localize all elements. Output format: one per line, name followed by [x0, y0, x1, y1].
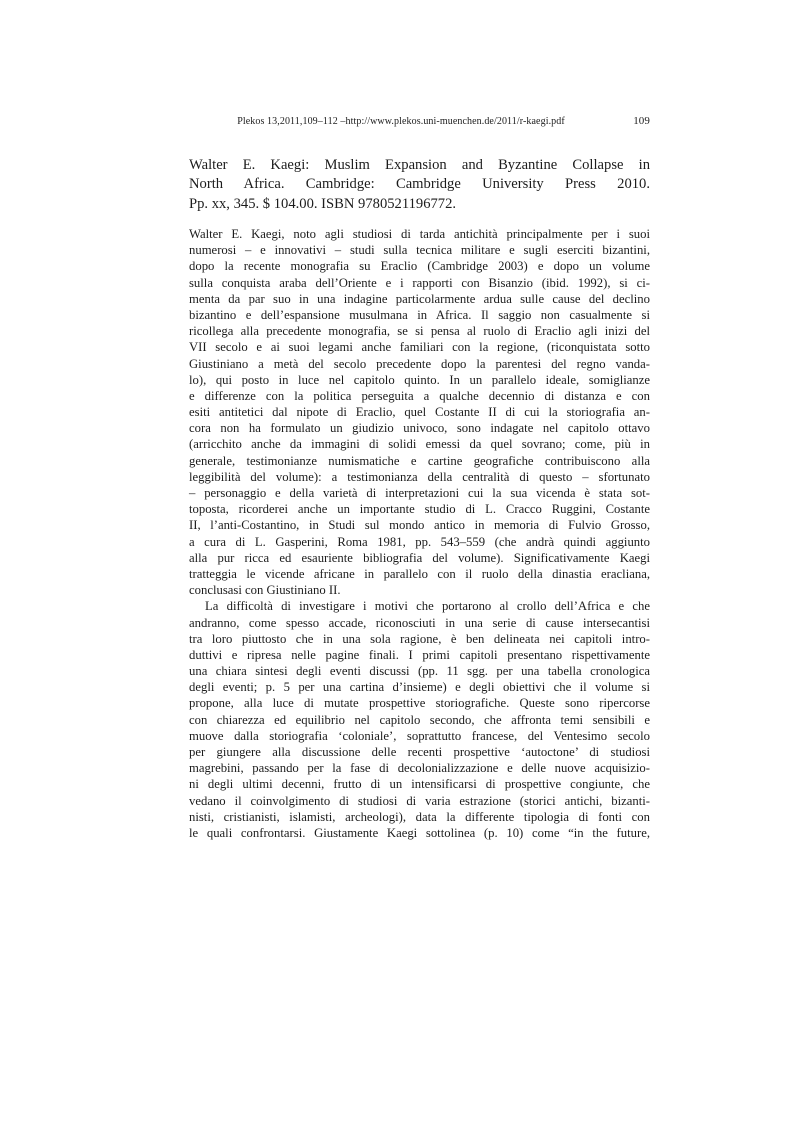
text-line: andranno, come spesso accade, riconosciuti in una serie di cause intersecantisi [189, 615, 650, 630]
text-line: (arricchito anche da immagini di solidi emessi da quel sovrano; come, più in [189, 437, 650, 452]
text-line: Pp. xx, 345. $ 104.00. ISBN 9780521196772. [189, 195, 457, 212]
review-body [189, 226, 650, 841]
text-line: magrebini, passando per la fase di decolonializzazione e delle nuove acquisizio- [189, 761, 650, 776]
text-line: una chiara sintesi degli eventi discussi (pp. 11 sgg. per una tabella cronologica [189, 664, 650, 679]
text-line: alla pur ricca ed esauriente bibliografia del volume). Significativamente Kaegi [189, 550, 650, 565]
paragraph-2 [189, 598, 650, 841]
text-line: tratteggia le vicende africane in parallelo con il ruolo della dinastia eracliana, [189, 566, 650, 581]
text-line: VII secolo e ai suoi legami anche familiari con la regione, (riconquistata sotto [189, 340, 650, 355]
text-line: cora non ha formulato un giudizio univoco, sono indagate nel capitolo ottavo [189, 421, 650, 436]
text-line: toposta, ricorderei anche un importante studio di L. Cracco Ruggini, Costante [189, 502, 650, 517]
book-citation [189, 156, 650, 214]
text-line: Walter E. Kaegi, noto agli studiosi di tarda antichità principalmente per i suoi [189, 227, 650, 241]
text-line: per giungere alla discussione delle recenti prospettive ‘autoctone’ di studiosi [189, 745, 650, 759]
text-line: e differenze con la politica perseguita a qualche decennio di distanza e con [189, 388, 650, 403]
text-line: lo), qui posto in luce nel capitolo quinto. In un parallelo ideale, somiglianze [189, 372, 650, 387]
text-line: duttivi e ripresa nelle pagine finali. I primi capitoli presentano rispettivamente [189, 647, 650, 662]
text-line: nisti, cristianisti, islamisti, archeologi), data la differente tipologia di fonti con [189, 809, 650, 824]
text-line: tra loro piuttosto che in una sola ragione, è ben delineata nei capitoli intro- [189, 631, 650, 646]
paragraph-1 [189, 226, 650, 598]
text-line: bizantino e dell’espansione musulmana in Africa. Il saggio non casualmente si [189, 307, 650, 322]
text-line: le quali confrontarsi. Giustamente Kaegi sottolinea (p. 10) come “in the future, [189, 825, 650, 840]
running-header [189, 116, 650, 130]
text-line: Walter E. Kaegi: Muslim Expansion and Byzantine Collapse in [189, 157, 650, 173]
page-number: 109 [633, 115, 650, 127]
text-line: menta da par suo in una indagine particolarmente ardua sulle cause del declino [189, 291, 650, 306]
text-line: ni degli ultimi decenni, frutto di un intensificarsi di prospettive congiunte, che [189, 777, 650, 792]
running-title: Plekos 13,2011,109–112 –http://www.plekos.uni-muenchen.de/2011/r-kaegi.pdf [237, 116, 565, 127]
text-line: esiti antitetici dal nipote di Eraclio, quel Costante II di cui la storiografia an- [189, 405, 650, 420]
text-line: II, l’anti-Costantino, in Studi sul mondo antico in memoria di Fulvio Grosso, [189, 518, 650, 533]
text-line: propone, alla luce di mutate prospettive storiografiche. Queste sono ripercorse [189, 696, 650, 711]
text-line: North Africa. Cambridge: Cambridge University Press 2010. [189, 176, 650, 193]
text-line: La difficoltà di investigare i motivi che portarono al crollo dell’Africa e che [205, 599, 650, 614]
text-line: muove dalla storiografia ‘coloniale’, soprattutto francese, del Ventesimo secolo [189, 728, 650, 743]
text-line: sulla conquista araba dell’Oriente e i rapporti con Bisanzio (ibid. 1992), si ci- [189, 275, 650, 290]
text-line: generale, testimonianze numismatiche e cartine geografiche contribuiscono alla [189, 453, 650, 468]
text-line: vedano il coinvolgimento di studiosi di varia estrazione (storici antichi, bizanti- [189, 793, 650, 808]
text-line: dopo la recente monografia su Eraclio (Cambridge 2003) e dopo un volume [189, 259, 650, 274]
text-line: numerosi – e innovativi – studi sulla tecnica militare e sugli eserciti bizantini, [189, 243, 650, 258]
text-line: leggibilità del volume): a testimonianza della centralità di questo – sfortunato [189, 469, 650, 484]
text-line: ricollega alla precedente monografia, se si pensa al ruolo di Eraclio agli inizi del [189, 324, 650, 339]
text-line: Giustiniano a metà del secolo precedente dopo la parentesi del regno vanda- [189, 356, 650, 371]
text-line: – personaggio e della varietà di interpretazioni cui la sua vicenda è stata sot- [189, 486, 650, 500]
text-line: degli eventi; p. 5 per una cartina d’insieme) e degli obiettivi che il volume si [189, 680, 650, 695]
text-line: con chiarezza ed equilibrio nel capitolo secondo, che affronta temi sensibili e [189, 712, 650, 727]
text-line: conclusasi con Giustiniano II. [189, 583, 341, 598]
text-line: a cura di L. Gasperini, Roma 1981, pp. 543–559 (che andrà quindi aggiunto [189, 534, 650, 549]
